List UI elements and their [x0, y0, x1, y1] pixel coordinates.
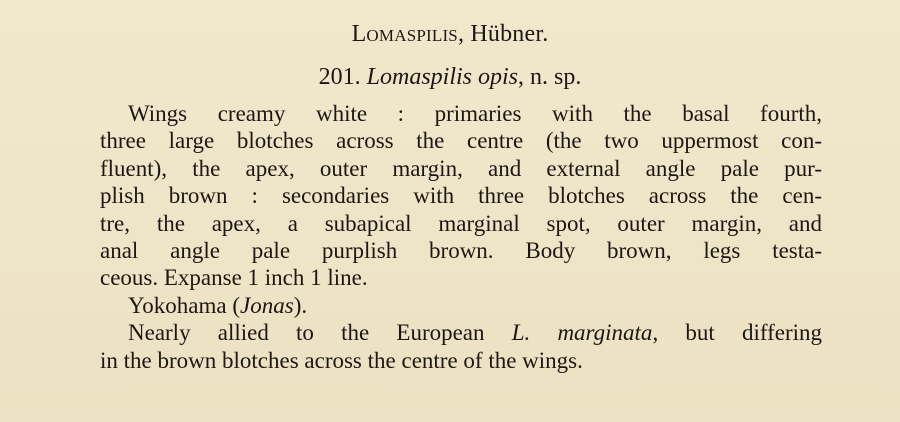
locality-place: Yokohama ( [128, 292, 241, 318]
description-line: anal angle pale purplish brown. Body brown, legs testa- [100, 238, 822, 264]
locality-close: ). [293, 292, 308, 318]
related-species: L. marginata [511, 320, 653, 346]
remarks-line: in the brown blotches across the centre of the wings. [100, 347, 583, 373]
genus-heading [0, 19, 900, 49]
description-line: Wings creamy white : primaries with the basal fourth, [128, 101, 822, 126]
species-heading [0, 62, 900, 92]
remarks-text: Nearly allied to the European [128, 320, 512, 346]
locality-line [100, 292, 822, 319]
description-line: ceous. Expanse 1 inch 1 line. [100, 265, 368, 291]
remarks-line [100, 319, 822, 346]
species-name: Lomaspilis opis [366, 64, 519, 90]
species-number: 201. [318, 64, 361, 90]
description-line: fluent), the apex, outer margin, and external angle pale pur- [100, 155, 822, 181]
description-line: plish brown : secondaries with three blotches across the cen- [100, 183, 822, 209]
collector-name: Jonas [240, 292, 294, 318]
genus-name: Lomaspilis [351, 21, 458, 47]
remarks-text-end: , but differing [652, 320, 822, 346]
description-line: tre, the apex, a subapical marginal spot, outer margin, and [100, 210, 822, 236]
species-description [100, 100, 822, 374]
genus-author: , Hübner. [457, 21, 549, 47]
species-suffix: , n. sp. [518, 64, 582, 90]
description-line: three large blotches across the centre (the two uppermost con- [100, 128, 822, 154]
